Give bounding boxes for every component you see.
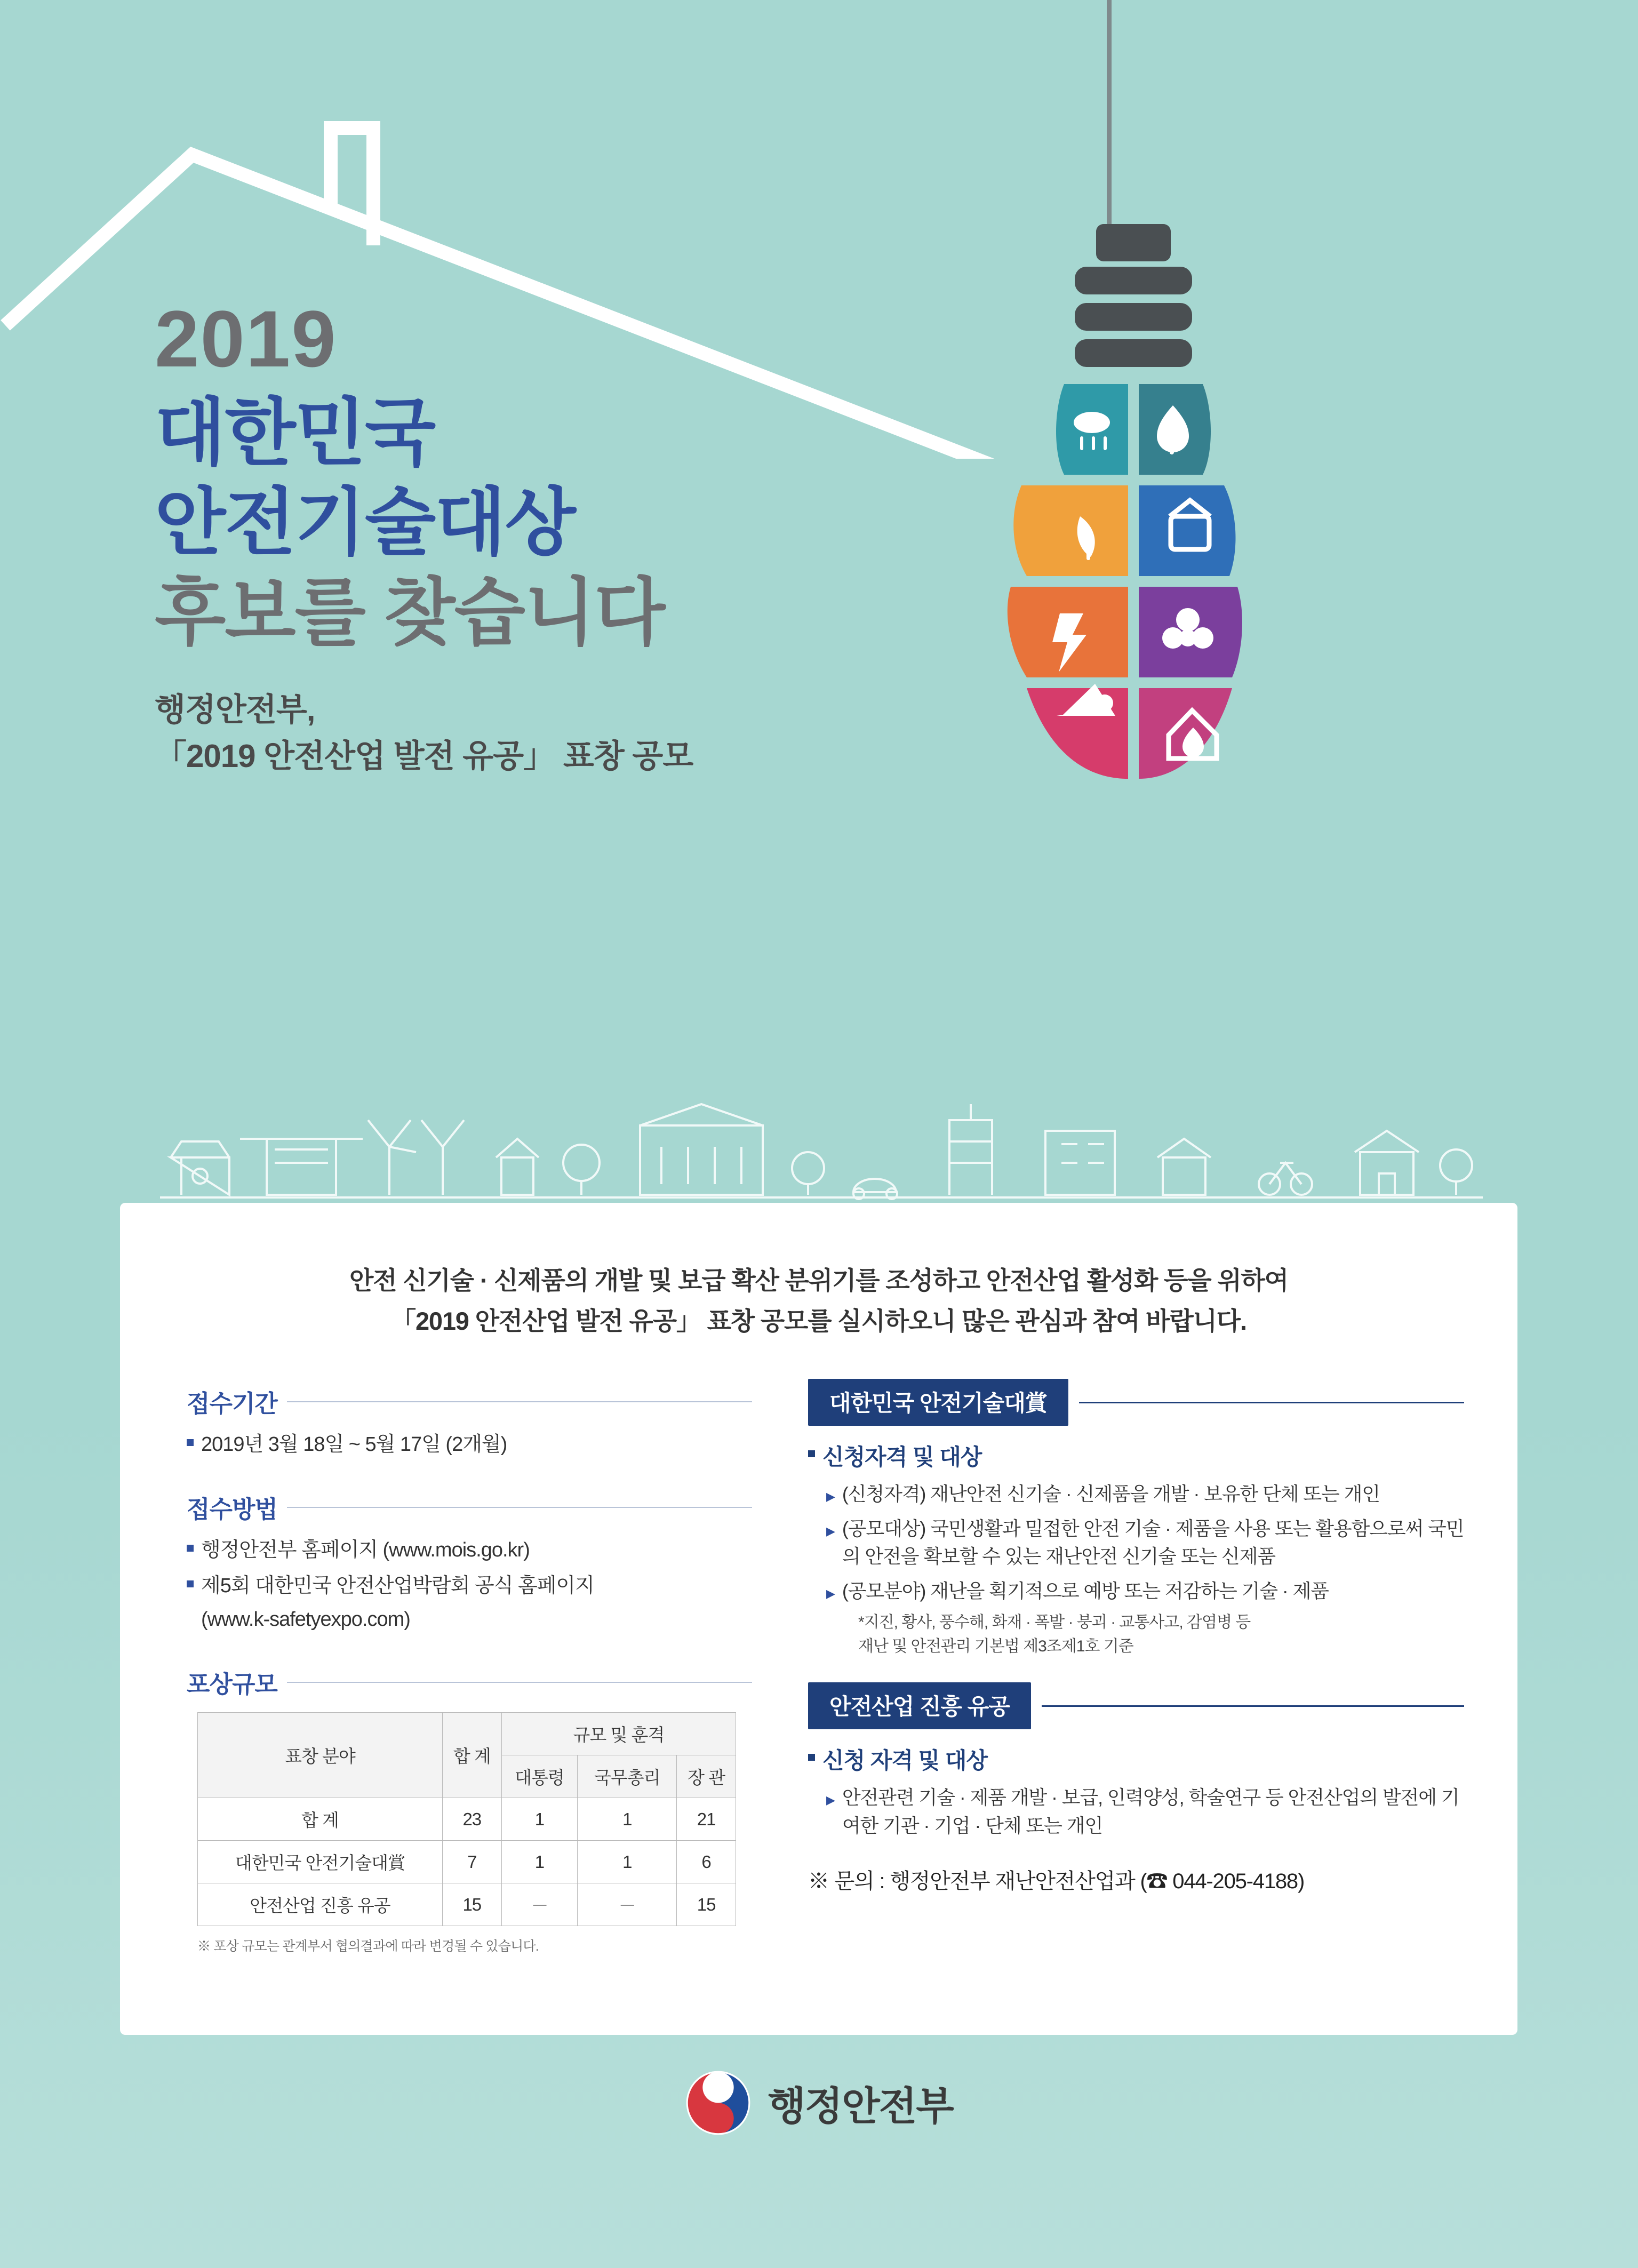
subheading-eligibility-2: 신청 자격 및 대상	[808, 1743, 1464, 1775]
cell-field: 합 계	[198, 1798, 443, 1841]
section-heading-method	[187, 1490, 752, 1524]
cell-minister: 21	[677, 1798, 736, 1841]
lightbulb-graphic	[947, 224, 1320, 981]
cell-total: 7	[442, 1841, 501, 1883]
th-group: 규모 및 훈격	[501, 1713, 736, 1755]
award-table-note: ※ 포상 규모는 관계부서 협의결과에 따라 변경될 수 있습니다.	[197, 1939, 539, 1954]
ribbon-heading-promotion: 안전산업 진흥 유공	[808, 1682, 1031, 1729]
method-heading-rule	[287, 1507, 752, 1508]
content-card	[120, 1203, 1517, 2035]
cell-president: 1	[501, 1841, 578, 1883]
award-scale-table	[197, 1712, 736, 1926]
th-total: 합 계	[442, 1713, 501, 1798]
cell-minister: 15	[677, 1883, 736, 1926]
period-heading-rule	[287, 1401, 752, 1402]
eligibility-item-4	[826, 1784, 1464, 1840]
cell-pm: 1	[578, 1798, 677, 1841]
lead-line-1: 안전 신기술 · 신제품의 개발 및 보급 확산 분위기를 조성하고 안전산업 활성화 등을 위하여	[349, 1266, 1288, 1295]
lead-paragraph	[120, 1260, 1517, 1341]
period-item: 2019년 3월 18일 ~ 5월 17일 (2개월)	[187, 1430, 752, 1460]
poster-subtitle-line1: 행정안전부,	[155, 692, 315, 728]
eligibility-note-line-2: 재난 및 안전관리 기본법 제3조제1호 기준	[858, 1637, 1133, 1655]
cell-total: 23	[442, 1798, 501, 1841]
left-column	[187, 1384, 752, 1955]
table-row	[198, 1841, 736, 1883]
footer-agency-name: 행정안전부	[768, 2083, 953, 2128]
subheading-eligibility-1: 신청자격 및 대상	[808, 1440, 1464, 1472]
th-president: 대통령	[501, 1755, 578, 1798]
ribbon-rule-1	[1079, 1402, 1464, 1403]
th-field: 표창 분야	[198, 1713, 443, 1798]
right-column	[808, 1379, 1464, 1895]
eligibility-note-line-1: *지진, 황사, 풍수해, 화재 · 폭발 · 붕괴 · 교통사고, 감염병 등	[858, 1614, 1251, 1632]
poster-year: 2019	[155, 294, 337, 384]
ribbon-heading-award: 대한민국 안전기술대賞	[808, 1379, 1068, 1426]
cell-president: －	[501, 1883, 578, 1926]
cell-president: 1	[501, 1798, 578, 1841]
lead-line-2: 「2019 안전산업 발전 유공」 표창 공모를 실시하오니 많은 관심과 참여 바랍니다.	[391, 1307, 1247, 1336]
ribbon-row-2	[808, 1682, 1464, 1729]
cell-field: 안전산업 진흥 유공	[198, 1883, 443, 1926]
table-header-row-1	[198, 1713, 736, 1755]
spacer-3	[808, 1658, 1464, 1682]
eligibility-item-2-text: ▶ (공모대상) 국민생활과 밀접한 안전 기술 · 제품을 사용 또는 활용함으로써 국민의 안전을 확보할 수 있는 재난안전 신기술 또는 신제품	[842, 1517, 1464, 1568]
spacer-2	[187, 1640, 752, 1665]
eligibility-item-4-text: ▶ 안전관련 기술 · 제품 개발 · 보급, 인력양성, 학술연구 등 안전산업의 발전에 기여한 기관 · 기업 · 단체 또는 개인	[842, 1786, 1459, 1836]
inquiry-line: ※ 문의 : 행정안전부 재난안전산업과 (☎ 044-205-4188)	[808, 1870, 1305, 1894]
city-skyline-graphic	[160, 1088, 1483, 1200]
table-row	[198, 1883, 736, 1926]
cell-minister: 6	[677, 1841, 736, 1883]
spacer-1	[187, 1465, 752, 1490]
method-item-1: 행정안전부 홈페이지 (www.mois.go.kr)	[187, 1535, 752, 1566]
table-row	[198, 1798, 736, 1841]
method-heading-label: 접수방법	[187, 1496, 277, 1523]
cell-pm: 1	[578, 1841, 677, 1883]
eligibility-item-3	[826, 1577, 1464, 1606]
bulb-cord	[1107, 0, 1112, 235]
poster-title-line2: 안전기술대상	[155, 482, 575, 564]
eligibility-item-1	[826, 1480, 1464, 1508]
ribbon-row-1	[808, 1379, 1464, 1426]
th-minister: 장 관	[677, 1755, 736, 1798]
th-pm: 국무총리	[578, 1755, 677, 1798]
eligibility-item-1-text: ▶ (신청자격) 재난안전 신기술 · 신제품을 개발 · 보유한 단체 또는 개인	[842, 1483, 1380, 1505]
cell-field: 대한민국 안전기술대賞	[198, 1841, 443, 1883]
section-heading-period	[187, 1384, 752, 1419]
government-emblem-icon	[685, 2070, 752, 2136]
eligibility-item-2	[826, 1515, 1464, 1571]
poster-subtitle-line2: 「2019 안전산업 발전 유공」 표창 공모	[155, 738, 693, 774]
poster-title-line3: 후보를 찾습니다	[155, 571, 665, 654]
award-heading-label: 포상규모	[187, 1671, 277, 1698]
award-heading-rule	[287, 1682, 752, 1683]
ribbon-rule-2	[1042, 1705, 1464, 1707]
eligibility-item-3-text: ▶ (공모분야) 재난을 획기적으로 예방 또는 저감하는 기술 · 제품	[842, 1579, 1329, 1602]
cell-pm: －	[578, 1883, 677, 1926]
poster-title-line1: 대한민국	[155, 392, 435, 474]
period-heading-label: 접수기간	[187, 1390, 277, 1417]
poster-title-block	[155, 294, 955, 779]
method-item-2: 제5회 대한민국 안전산업박람회 공식 홈페이지	[187, 1571, 752, 1601]
section-heading-award-scale	[187, 1665, 752, 1699]
cell-total: 15	[442, 1883, 501, 1926]
footer-logo-block	[0, 2070, 1638, 2136]
method-item-2-continued: (www.k-safetyexpo.com)	[201, 1608, 410, 1631]
